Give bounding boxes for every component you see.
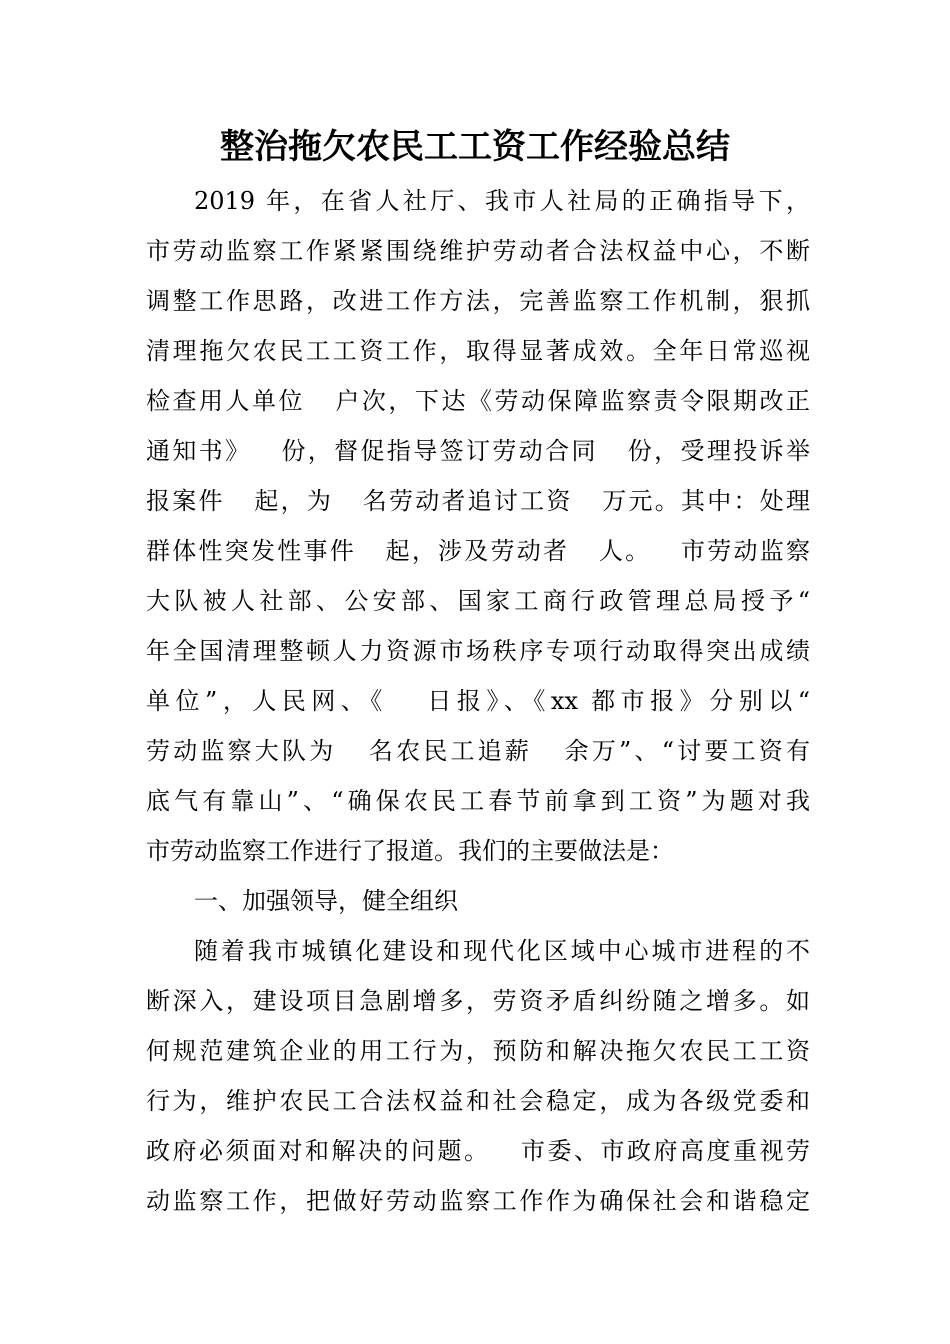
paragraph-line: 报案件 起，为 名劳动者追讨工资 万元。其中：处理	[146, 487, 810, 515]
paragraph-line: 大队被人社部、公安部、国家工商行政管理总局授予“	[146, 587, 810, 615]
document-body	[146, 176, 810, 1226]
document-title: 整治拖欠农民工工资工作经验总结	[220, 127, 730, 167]
paragraph-line: 单位”，人民网、《 日报》、《xx 都市报》分别以“	[146, 687, 810, 715]
paragraph-line: 通知书》 份，督促指导签订劳动合同 份，受理投诉举	[146, 437, 810, 465]
paragraph-line: 随着我市城镇化建设和现代化区域中心城市进程的不	[194, 937, 810, 965]
paragraph-line: 底气有靠山”、“确保农民工春节前拿到工资”为题对我	[146, 787, 810, 815]
section-heading: 一、加强领导，健全组织	[194, 887, 458, 915]
paragraph-line: 何规范建筑企业的用工行为，预防和解决拖欠农民工工资	[146, 1037, 810, 1065]
paragraph-line: 动监察工作，把做好劳动监察工作作为确保社会和谐稳定	[146, 1187, 810, 1215]
paragraph-line: 群体性突发性事件 起，涉及劳动者 人。 市劳动监察	[146, 537, 810, 565]
paragraph-line: 市劳动监察工作紧紧围绕维护劳动者合法权益中心，不断	[146, 237, 810, 265]
paragraph-line: 清理拖欠农民工工资工作，取得显著成效。全年日常巡视	[146, 337, 810, 365]
paragraph-line: 行为，维护农民工合法权益和社会稳定，成为各级党委和	[146, 1087, 810, 1115]
paragraph-line: 劳动监察大队为 名农民工追薪 余万”、“讨要工资有	[146, 737, 810, 765]
paragraph-line: 年全国清理整顿人力资源市场秩序专项行动取得突出成绩	[146, 637, 810, 665]
paragraph-line: 2019 年，在省人社厅、我市人社局的正确指导下，	[194, 187, 810, 215]
paragraph-line: 调整工作思路，改进工作方法，完善监察工作机制，狠抓	[146, 287, 810, 315]
paragraph-line: 断深入，建设项目急剧增多，劳资矛盾纠纷随之增多。如	[146, 987, 810, 1015]
paragraph-line: 检查用人单位 户次，下达《劳动保障监察责令限期改正	[146, 387, 810, 415]
paragraph-line: 政府必须面对和解决的问题。 市委、市政府高度重视劳	[146, 1137, 810, 1165]
paragraph-line: 市劳动监察工作进行了报道。我们的主要做法是：	[146, 837, 674, 865]
